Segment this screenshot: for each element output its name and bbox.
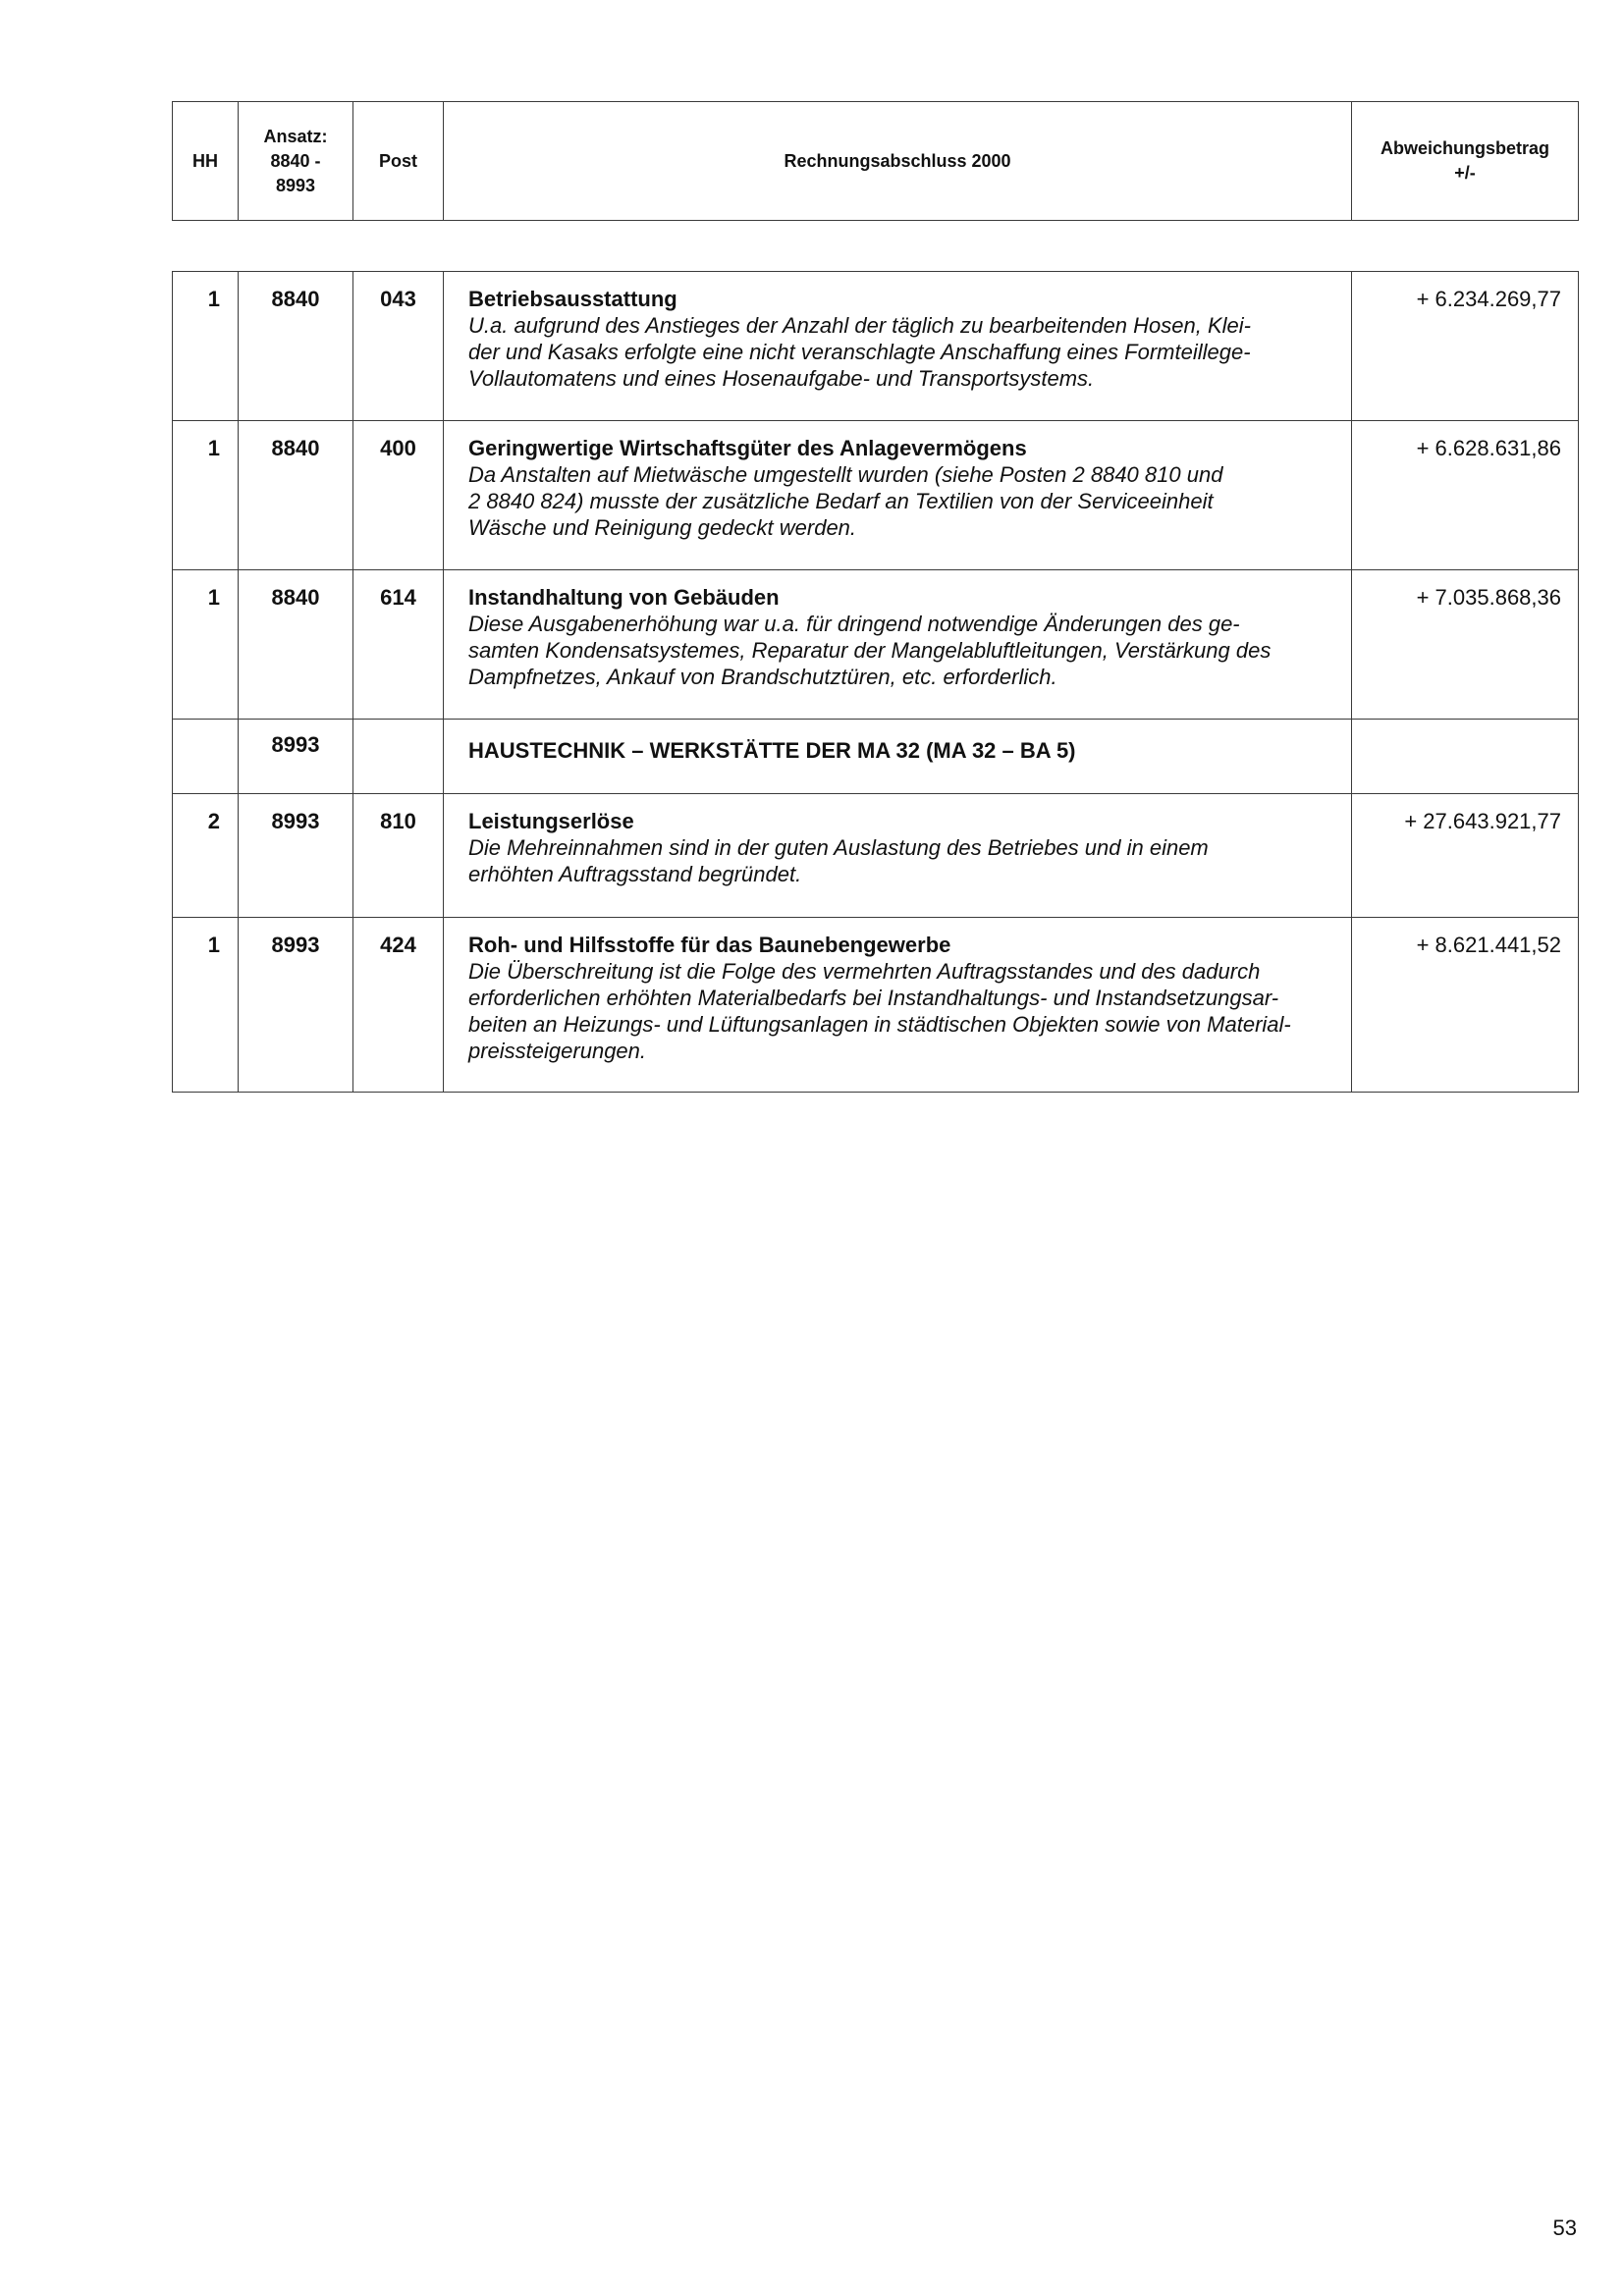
entry-description: Die Mehreinnahmen sind in der guten Auslastung des Betriebes und in einem: [468, 835, 1209, 860]
cell-description: [444, 421, 1352, 570]
entry-description: Diese Ausgabenerhöhung war u.a. für dringend notwendige Änderungen des ge-: [468, 612, 1240, 636]
cell-amount: + 6.234.269,77: [1352, 272, 1579, 421]
cell-hh: 1: [173, 272, 239, 421]
cell-amount: + 27.643.921,77: [1352, 794, 1579, 918]
entry-description: U.a. aufgrund des Anstieges der Anzahl der täglich zu bearbeitenden Hosen, Klei-: [468, 313, 1251, 338]
cell-ansatz: 8840: [239, 570, 353, 720]
cell-ansatz: 8840: [239, 421, 353, 570]
entry-title: Instandhaltung von Gebäuden: [468, 585, 780, 610]
entry-description: erforderlichen erhöhten Materialbedarfs bei Instandhaltungs- und Instandsetzungsar-: [468, 986, 1279, 1010]
section-row: [173, 720, 1579, 794]
entry-description: erhöhten Auftragsstand begründet.: [468, 862, 802, 886]
cell-description: [444, 272, 1352, 421]
entry-description: der und Kasaks erfolgte eine nicht veranschlagte Anschaffung eines Formteillege-: [468, 340, 1251, 364]
cell-post: 424: [353, 918, 444, 1093]
entry-description: Da Anstalten auf Mietwäsche umgestellt wurden (siehe Posten 2 8840 810 und: [468, 462, 1223, 487]
cell-hh: 1: [173, 918, 239, 1093]
table-row: [173, 570, 1579, 720]
cell-post: [353, 720, 444, 794]
cell-amount: + 6.628.631,86: [1352, 421, 1579, 570]
cell-post: 400: [353, 421, 444, 570]
cell-post: 810: [353, 794, 444, 918]
entry-description: 2 8840 824) musste der zusätzliche Bedarf an Textilien von der Serviceeinheit: [468, 489, 1214, 513]
cell-description: [444, 918, 1352, 1093]
cell-ansatz: 8840: [239, 272, 353, 421]
cell-post: 043: [353, 272, 444, 421]
entry-title: Geringwertige Wirtschaftsgüter des Anlagevermögens: [468, 436, 1027, 460]
table-row: [173, 918, 1579, 1093]
entry-description: Vollautomatens und eines Hosenaufgabe- und Transportsystems.: [468, 366, 1095, 391]
entry-description: Dampfnetzes, Ankauf von Brandschutztüren, etc. erforderlich.: [468, 665, 1057, 689]
table-row: [173, 794, 1579, 918]
cell-amount: [1352, 720, 1579, 794]
cell-hh: 2: [173, 794, 239, 918]
page-number: 53: [1552, 2216, 1577, 2240]
cell-post: 614: [353, 570, 444, 720]
entry-description: preissteigerungen.: [468, 1039, 647, 1063]
cell-description: [444, 570, 1352, 720]
cell-amount: + 8.621.441,52: [1352, 918, 1579, 1093]
entry-description: beiten an Heizungs- und Lüftungsanlagen in städtischen Objekten sowie von Material-: [468, 1012, 1291, 1037]
entry-title: Leistungserlöse: [468, 809, 634, 833]
header-amount: Abweichungsbetrag +/-: [1352, 102, 1579, 221]
cell-description: [444, 720, 1352, 794]
entry-title: Roh- und Hilfsstoffe für das Baunebengewerbe: [468, 933, 951, 957]
entry-description: Wäsche und Reinigung gedeckt werden.: [468, 515, 857, 540]
entry-description: samten Kondensatsystemes, Reparatur der Mangelabluftleitungen, Verstärkung des: [468, 638, 1272, 663]
cell-hh: 1: [173, 570, 239, 720]
cell-amount: + 7.035.868,36: [1352, 570, 1579, 720]
cell-ansatz: 8993: [239, 794, 353, 918]
table-row: [173, 421, 1579, 570]
cell-hh: 1: [173, 421, 239, 570]
entries-table: [172, 271, 1579, 1093]
cell-hh: [173, 720, 239, 794]
table-row: [173, 272, 1579, 421]
header-hh: HH: [173, 102, 239, 221]
header-post: Post: [353, 102, 444, 221]
header-title: Rechnungsabschluss 2000: [444, 102, 1352, 221]
cell-ansatz: 8993: [239, 918, 353, 1093]
section-title: HAUSTECHNIK – WERKSTÄTTE DER MA 32 (MA 32 – BA 5): [468, 738, 1076, 763]
header-ansatz: Ansatz: 8840 - 8993: [239, 102, 353, 221]
entry-title: Betriebsausstattung: [468, 287, 677, 311]
header-row: [173, 102, 1579, 221]
entry-description: Die Überschreitung ist die Folge des vermehrten Auftragsstandes und des dadurch: [468, 959, 1261, 984]
header-table: [172, 101, 1579, 221]
cell-description: [444, 794, 1352, 918]
cell-ansatz: 8993: [239, 720, 353, 794]
